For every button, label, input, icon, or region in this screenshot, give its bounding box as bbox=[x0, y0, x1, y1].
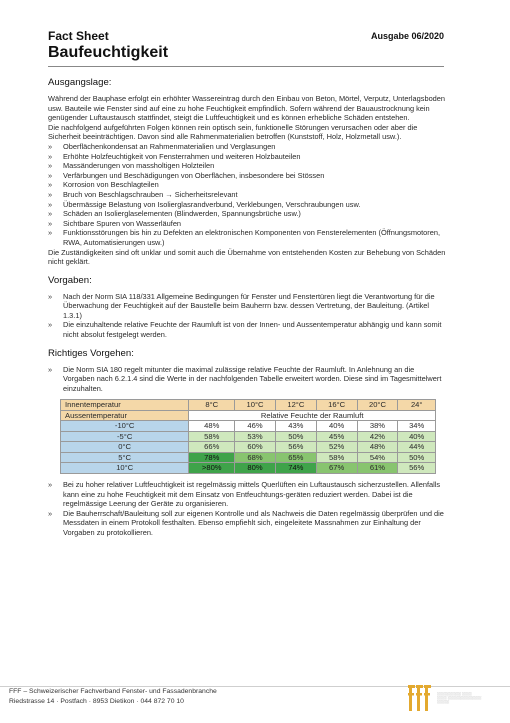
footer-address: Riedstrasse 14 · Postfach · 8953 Dietikon · 044 872 70 10 bbox=[9, 698, 184, 705]
logo-tagline bbox=[437, 692, 497, 705]
procedure-intro-list bbox=[48, 365, 446, 394]
humidity-cell: 38% bbox=[357, 421, 398, 432]
humidity-cell: 53% bbox=[235, 431, 276, 442]
humidity-cell: 74% bbox=[275, 463, 316, 474]
table-row bbox=[61, 421, 436, 432]
humidity-cell: 66% bbox=[189, 442, 235, 453]
humidity-cell: 54% bbox=[357, 452, 398, 463]
list-item: » Massänderungen von massholtigen Holzteilen bbox=[48, 161, 446, 171]
inner-temp-label: Innentemperatur bbox=[61, 400, 189, 411]
humidity-cell: 52% bbox=[316, 442, 357, 453]
page-title: Baufeuchtigkeit bbox=[48, 44, 169, 61]
list-item: » Verfärbungen und Beschädigungen von Oberflächen, insbesondere bei Stössen bbox=[48, 171, 446, 181]
humidity-cell: 42% bbox=[357, 431, 398, 442]
list-item: » Funktionsstörungen bis hin zu Defekten an elektronischen Komponenten von Fensterelementen (Öffnungsmotoren, RWA, Automatisierungen usw.) bbox=[48, 228, 446, 247]
list-item: » Erhöhte Holzfeuchtigkeit von Fensterrahmen und weiteren Holzbauteilen bbox=[48, 152, 446, 162]
humidity-cell: 50% bbox=[275, 431, 316, 442]
list-item: » Übermässige Belastung von Isolierglasrandverbund, Verklebungen, Verschraubungen usw. bbox=[48, 200, 446, 210]
humidity-cell: 40% bbox=[316, 421, 357, 432]
outer-temp-label: Aussentemperatur bbox=[61, 410, 189, 421]
paragraph: Während der Bauphase erfolgt ein erhöhter Wassereintrag durch den Einbau von Beton, Mörtel, Verputz, Unterlagsboden usw. Bauteile wie Fenster sind auf eine zu hohe Feuchtigkeit empfindlich. Sofern während der Bauaustrocknung kein genügender Luftaustausch stattfindet, steigt die Luftfeuchtigkeit und es können erhebliche Schäden entstehen. bbox=[48, 94, 446, 123]
section-vorgehen bbox=[48, 348, 446, 538]
table-row bbox=[61, 463, 436, 474]
table-row bbox=[61, 452, 436, 463]
section-heading: Vorgaben: bbox=[48, 274, 92, 286]
logo-tagline-text: ░░░░░░░░░░ ░░░░ ░░░░ ░░░░░░░░░░░░░░ ░░░░░ bbox=[437, 692, 482, 705]
table-header-row bbox=[61, 400, 436, 411]
list-item: » Die Bauherrschaft/Bauleitung soll zur eigenen Kontrolle und als Nachweis die Daten regelmässig überprüfen und die Messdaten in einem Protokoll festhalten. Ebenso empfiehlt sich, eingeleitete Massnahmen zur Einhaltung der Vorgaben zu protokollieren. bbox=[48, 509, 446, 538]
main-content bbox=[48, 77, 446, 546]
section-heading: Richtiges Vorgehen: bbox=[48, 347, 134, 359]
relative-humidity-label: Relative Feuchte der Raumluft bbox=[189, 410, 436, 421]
section-heading: Ausgangslage: bbox=[48, 77, 112, 88]
list-item: » Korrosion von Beschlagteilen bbox=[48, 180, 446, 190]
outer-temp-cell: 5°C bbox=[61, 452, 189, 463]
humidity-cell: 58% bbox=[189, 431, 235, 442]
humidity-cell: 40% bbox=[398, 431, 436, 442]
list-item: » Bei zu hoher relativer Luftfeuchtigkeit ist regelmässig mittels Querlüften ein Luftaustausch sicherzustellen. Allenfalls kann eine zu hohe Feuchtigkeit mit dem Einsatz von Entfeuchtungs-geräten reduziert werden. Dabei ist die regelmässige Leerung der Geräte zu organisieren. bbox=[48, 480, 446, 509]
list-item: » Bruch von Beschlagschrauben → Sicherheitsrelevant bbox=[48, 190, 446, 200]
section-vorgaben bbox=[48, 275, 446, 340]
humidity-cell: 58% bbox=[316, 452, 357, 463]
header-divider bbox=[48, 66, 444, 67]
inner-temp-header: 10°C bbox=[235, 400, 276, 411]
outer-temp-cell: -5°C bbox=[61, 431, 189, 442]
inner-temp-header: 12°C bbox=[275, 400, 316, 411]
humidity-cell: 34% bbox=[398, 421, 436, 432]
inner-temp-header: 8°C bbox=[189, 400, 235, 411]
list-item: » Schäden an Isolierglaselementen (Blindwerden, Spannungsbrüche usw.) bbox=[48, 209, 446, 219]
humidity-cell: >80% bbox=[189, 463, 235, 474]
inner-temp-header: 16°C bbox=[316, 400, 357, 411]
consequence-list bbox=[48, 142, 446, 248]
list-item: » Nach der Norm SIA 118/331 Allgemeine Bedingungen für Fenster und Fenstertüren liegt die Verantwortung für die Überwachung der Feuchtigkeit auf der Baustelle beim Bauherrn bzw. dessen Vertretung, der Bauleitung. (Artikel 1.3.1) bbox=[48, 292, 446, 321]
outer-temp-cell: 10°C bbox=[61, 463, 189, 474]
paragraph: Die Zuständigkeiten sind oft unklar und somit auch die Übernahme von entstehenden Kosten zur Behebung von Schäden nicht geklärt. bbox=[48, 247, 446, 267]
humidity-cell: 44% bbox=[398, 442, 436, 453]
list-item: » Sichtbare Spuren von Wasserläufen bbox=[48, 219, 446, 229]
humidity-cell: 61% bbox=[357, 463, 398, 474]
outer-temp-cell: 0°C bbox=[61, 442, 189, 453]
procedure-list bbox=[48, 480, 446, 538]
inner-temp-header: 24° bbox=[398, 400, 436, 411]
humidity-cell: 68% bbox=[235, 452, 276, 463]
outer-temp-cell: -10°C bbox=[61, 421, 189, 432]
humidity-cell: 67% bbox=[316, 463, 357, 474]
issue-label: Ausgabe 06/2020 bbox=[370, 31, 444, 41]
table-row bbox=[61, 431, 436, 442]
section-ausgangslage bbox=[48, 77, 446, 267]
humidity-cell: 46% bbox=[235, 421, 276, 432]
humidity-cell: 48% bbox=[357, 442, 398, 453]
humidity-cell: 50% bbox=[398, 452, 436, 463]
doc-kicker: Fact Sheet bbox=[48, 29, 109, 43]
list-item: » Die Norm SIA 180 regelt mitunter die maximal zulässige relative Feuchte der Raumluft. In Anlehnung an die Vorgaben nach 6.2.1.4 sind die Werte in der nachfolgenden Tabelle erweitert worden. Diese sind im Tagesmittelwert einzuhalten. bbox=[48, 365, 446, 394]
footer-organization: FFF – Schweizerischer Fachverband Fenster- und Fassadenbranche bbox=[9, 688, 217, 695]
inner-temp-header: 20°C bbox=[357, 400, 398, 411]
humidity-cell: 45% bbox=[316, 431, 357, 442]
fff-logo-icon bbox=[407, 683, 433, 713]
requirements-list bbox=[48, 292, 446, 340]
humidity-cell: 56% bbox=[275, 442, 316, 453]
humidity-cell: 80% bbox=[235, 463, 276, 474]
humidity-cell: 56% bbox=[398, 463, 436, 474]
table-row bbox=[61, 442, 436, 453]
humidity-cell: 48% bbox=[189, 421, 235, 432]
humidity-cell: 43% bbox=[275, 421, 316, 432]
humidity-cell: 65% bbox=[275, 452, 316, 463]
table-subheader-row bbox=[61, 410, 436, 421]
footer-divider bbox=[0, 686, 510, 687]
list-item: » Die einzuhaltende relative Feuchte der Raumluft ist von der Innen- und Aussentemperatur abhängig und kann somit nicht absolut festgelegt werden. bbox=[48, 320, 446, 339]
humidity-cell: 78% bbox=[189, 452, 235, 463]
paragraph: Die nachfolgend aufgeführten Folgen können rein optisch sein, funktionelle Störungen verursachen oder aber die Sicherheit beeinträchtigen. Davon sind alle Rahmenmaterialien betroffen (Kunststoff, Holz, Holzmetall usw.). bbox=[48, 122, 418, 142]
humidity-table bbox=[60, 399, 436, 474]
humidity-cell: 60% bbox=[235, 442, 276, 453]
list-item: » Oberflächenkondensat an Rahmenmaterialien und Verglasungen bbox=[48, 142, 446, 152]
